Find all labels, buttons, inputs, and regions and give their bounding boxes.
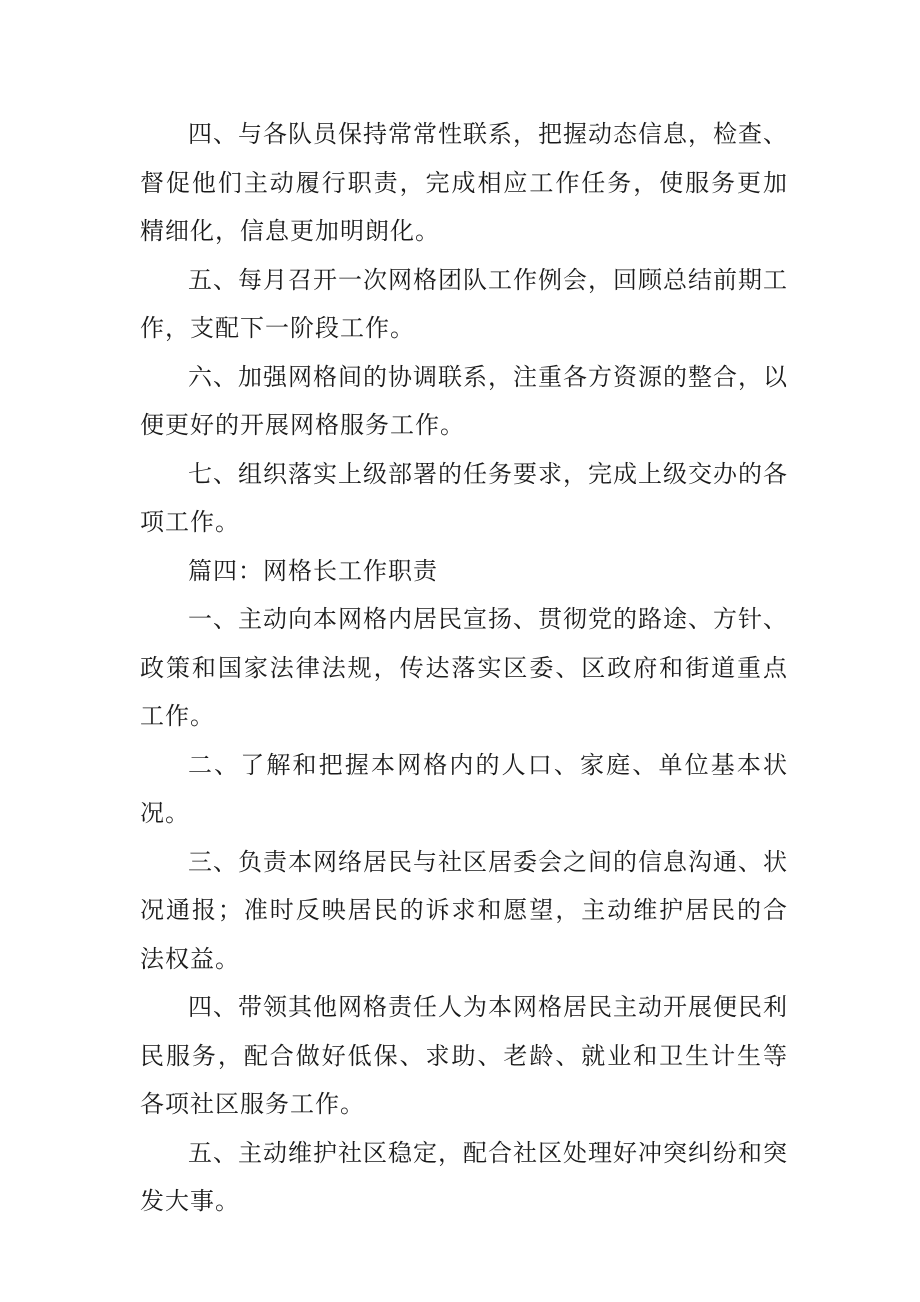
paragraph-grid-leader-duty-5: 五、主动维护社区稳定，配合社区处理好冲突纠纷和突发大事。: [140, 1138, 788, 1215]
paragraph-grid-leader-duty-2: 二、了解和把握本网格内的人口、家庭、单位基本状况。: [140, 750, 788, 827]
document-body: [140, 110, 788, 1226]
paragraph-duty-5-monthly-meeting: 五、每月召开一次网格团队工作例会，回顾总结前期工作，支配下一阶段工作。: [140, 265, 788, 342]
paragraph-duty-4-keep-contact: 四、与各队员保持常常性联系，把握动态信息，检查、督促他们主动履行职责，完成相应工作任务，使服务更加精细化，信息更加明朗化。: [140, 120, 788, 245]
paragraph-grid-leader-duty-4: 四、带领其他网格责任人为本网格居民主动开展便民利民服务，配合做好低保、求助、老龄、就业和卫生计生等各项社区服务工作。: [140, 993, 788, 1118]
paragraph-duty-6-coordination: 六、加强网格间的协调联系，注重各方资源的整合，以便更好的开展网格服务工作。: [140, 362, 788, 439]
paragraph-grid-leader-duty-1: 一、主动向本网格内居民宣扬、贯彻党的路途、方针、政策和国家法律法规，传达落实区委、区政府和街道重点工作。: [140, 605, 788, 730]
paragraph-grid-leader-duty-3: 三、负责本网络居民与社区居委会之间的信息沟通、状况通报；准时反映居民的诉求和愿望，主动维护居民的合法权益。: [140, 847, 788, 973]
paragraph-duty-7-implement-tasks: 七、组织落实上级部署的任务要求，完成上级交办的各项工作。: [140, 459, 788, 536]
section-heading-part-four: 篇四：网格长工作职责: [188, 556, 438, 585]
